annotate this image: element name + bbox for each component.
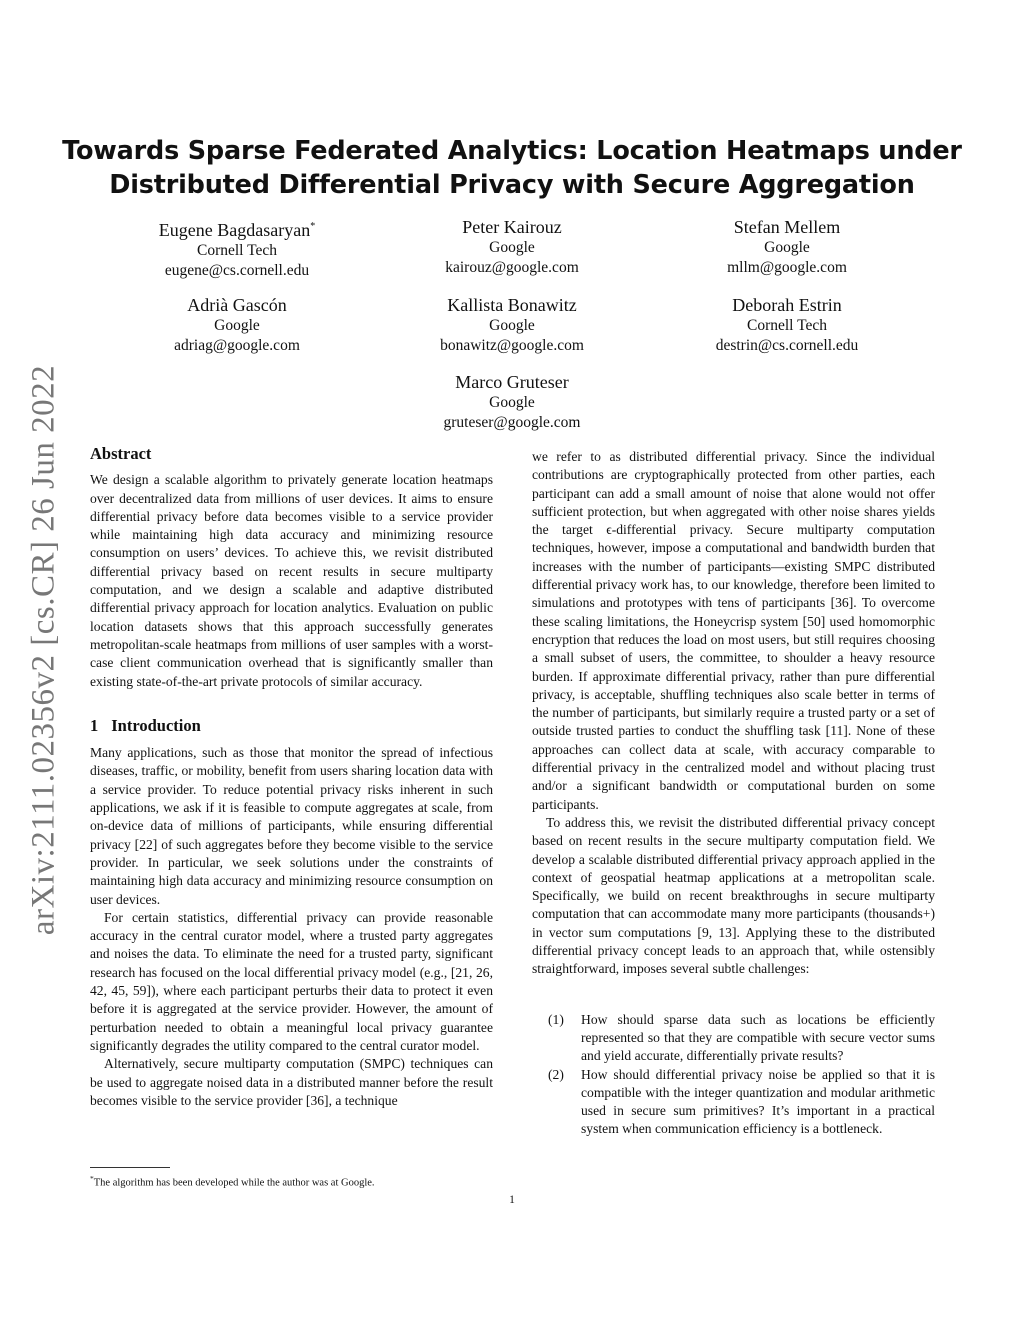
author-block	[362, 216, 662, 278]
author-affiliation: Cornell Tech	[197, 242, 277, 259]
author-affiliation: Google	[489, 317, 535, 334]
author-email: kairouz@google.com	[445, 259, 579, 276]
author-affiliation: Google	[764, 239, 810, 256]
abstract-text: We design a scalable algorithm to privately generate location heatmaps over decentralized data from millions of user devices. It aims to ensure differential privacy before data becomes visible to a service provider while maintaining high data accuracy and minimizing resource consumption on users’ devices. To achieve this, we revisit distributed differential privacy based on recent results in secure multiparty computation, and we design a scalable and adaptive distributed differential privacy approach for location analytics. Evaluation on public location datasets shows that this approach successfully generates metropolitan-scale heatmaps from millions of user samples with a worst-case client communication overhead that is significantly smaller than existing state-of-the-art private protocols of similar accuracy.	[90, 472, 493, 689]
author-affiliation: Google	[489, 239, 535, 256]
author-name: Stefan Mellem	[733, 217, 841, 237]
list-item-text: How should sparse data such as locations be efficiently represented so that they are compatible with secure vector sums and yield accurate, differentially private results?	[581, 1011, 935, 1064]
title-line-1: Towards Sparse Federated Analytics: Location Heatmaps under	[62, 136, 962, 166]
footnote-mark: *	[90, 1174, 94, 1183]
section-title: Introduction	[111, 715, 201, 735]
footnote-text: The algorithm has been developed while the author was at Google.	[93, 1177, 375, 1189]
author-affiliation: Google	[489, 394, 535, 411]
author-block	[362, 294, 662, 356]
author-affiliation: Google	[214, 317, 260, 334]
title-line-2: Distributed Differential Privacy with Secure Aggregation	[109, 170, 915, 200]
intro-paragraph-3-continued: we refer to as distributed differential privacy. Since the individual contributions are cryptographically protected from other parties, each participant can add a small amount of noise that alone would not offer sufficient protection, but when aggregated with other noise shares yields the target ϵ-differential privacy. Secure multiparty computation techniques, however, impose a computational and bandwidth burden that increases with the number of participants—existing SMPC distributed differential privacy work has, to our knowledge, therefore been limited to simulations and prototypes with tens of participants [36]. To overcome these scaling limitations, the Honeycrisp system [50] used homomorphic encryption that reduces the load on most users, but still requires choosing a small subset of users, the committee, to shoulder a heavy resource burden. If approximate differential privacy, rather than pure differential privacy, is acceptable, shuffling techniques also scale better in terms of the number of participants, but similarly require a trusted party or a set of outside trusted parties to conduct the shuffling task [11]. None of these approaches can collect data at scale, with accuracy comparable to differential privacy in the centralized model and without placing trust and/or a significant bandwidth or computational burden on some participants.	[532, 449, 935, 812]
footnote-divider	[90, 1167, 170, 1168]
left-column	[90, 445, 493, 1110]
author-name: Deborah Estrin	[732, 295, 842, 315]
author-email: bonawitz@google.com	[440, 337, 584, 354]
section-heading	[90, 717, 493, 735]
author-email: destrin@cs.cornell.edu	[715, 337, 859, 354]
arxiv-identifier: arXiv:2111.02356v2 [cs.CR] 26 Jun 2022	[25, 364, 62, 936]
list-item	[548, 1066, 935, 1139]
author-block	[362, 371, 662, 433]
author-name: Adrià Gascón	[187, 295, 287, 315]
author-name: Eugene Bagdasaryan	[158, 220, 311, 240]
section-number: 1	[90, 715, 99, 735]
intro-paragraph-3: Alternatively, secure multiparty computation (SMPC) techniques can be used to aggregate noised data in a distributed manner before the result becomes visible to the service provider [36], a technique	[90, 1056, 493, 1108]
page-number: 1	[509, 1194, 515, 1206]
author-name: Kallista Bonawitz	[447, 295, 577, 315]
footnote	[90, 1172, 375, 1191]
author-block	[87, 294, 387, 356]
intro-paragraph-4: To address this, we revisit the distributed differential privacy concept based on recent results in the secure multiparty computation field. We develop a scalable distributed differential privacy approach applied in the context of geospatial heatmap applications at a metropolitan scale. Specifically, we build on recent breakthroughs in secure multiparty computation that can accommodate many more participants (thousands+) in vector sum computations [9, 13]. Applying these to the distributed differential privacy concept leads to an approach that, while ostensibly straightforward, imposes several subtle challenges:	[532, 814, 935, 977]
author-name: Peter Kairouz	[462, 217, 562, 237]
author-affiliation: Cornell Tech	[747, 317, 827, 334]
author-footnote-mark: *	[310, 221, 316, 232]
intro-paragraph-2: For certain statistics, differential privacy can provide reasonable accuracy in the central curator model, where a trusted party aggregates and noises the data. To eliminate the need for a trusted party, significant research has focused on the local differential privacy model (e.g., [21, 26, 42, 45, 59]), where each participant perturbs their data to protect it even before it is aggregated at the service provider. However, the amount of perturbation needed to obtain a meaningful local privacy guarantee significantly degrades the utility compared to the central curator model.	[90, 909, 493, 1053]
list-item-label: (2)	[548, 1066, 564, 1082]
author-block	[87, 216, 387, 281]
author-email: gruteser@google.com	[443, 414, 581, 431]
author-email: mllm@google.com	[727, 259, 847, 276]
list-item-text: How should differential privacy noise be applied so that it is compatible with the integer quantization and modular arithmetic used in secure sum primitives? It’s important in a practical system when communication efficiency is a bottleneck.	[581, 1066, 935, 1137]
right-column	[532, 448, 935, 1139]
abstract-heading: Abstract	[90, 444, 152, 463]
intro-paragraph-1: Many applications, such as those that monitor the spread of infectious diseases, traffic, or mobility, benefit from users sharing location data with a service provider. To reduce potential privacy risks inherent in such applications, we ask if it is feasible to compute aggregates at scale, from on-device data of millions of participants, while ensuring differential privacy [22] of such aggregates before they become visible to the service provider. In particular, we seek solutions under the constraints of maintaining high data accuracy and minimizing resource consumption on user devices.	[90, 745, 493, 907]
author-email: eugene@cs.cornell.edu	[164, 262, 310, 279]
author-block	[637, 294, 937, 356]
paper-title	[60, 134, 964, 202]
author-email: adriag@google.com	[174, 337, 300, 354]
challenge-list	[532, 1011, 935, 1139]
list-item-label: (1)	[548, 1011, 564, 1027]
author-name: Marco Gruteser	[455, 372, 569, 392]
author-block	[637, 216, 937, 278]
list-item	[548, 1011, 935, 1066]
